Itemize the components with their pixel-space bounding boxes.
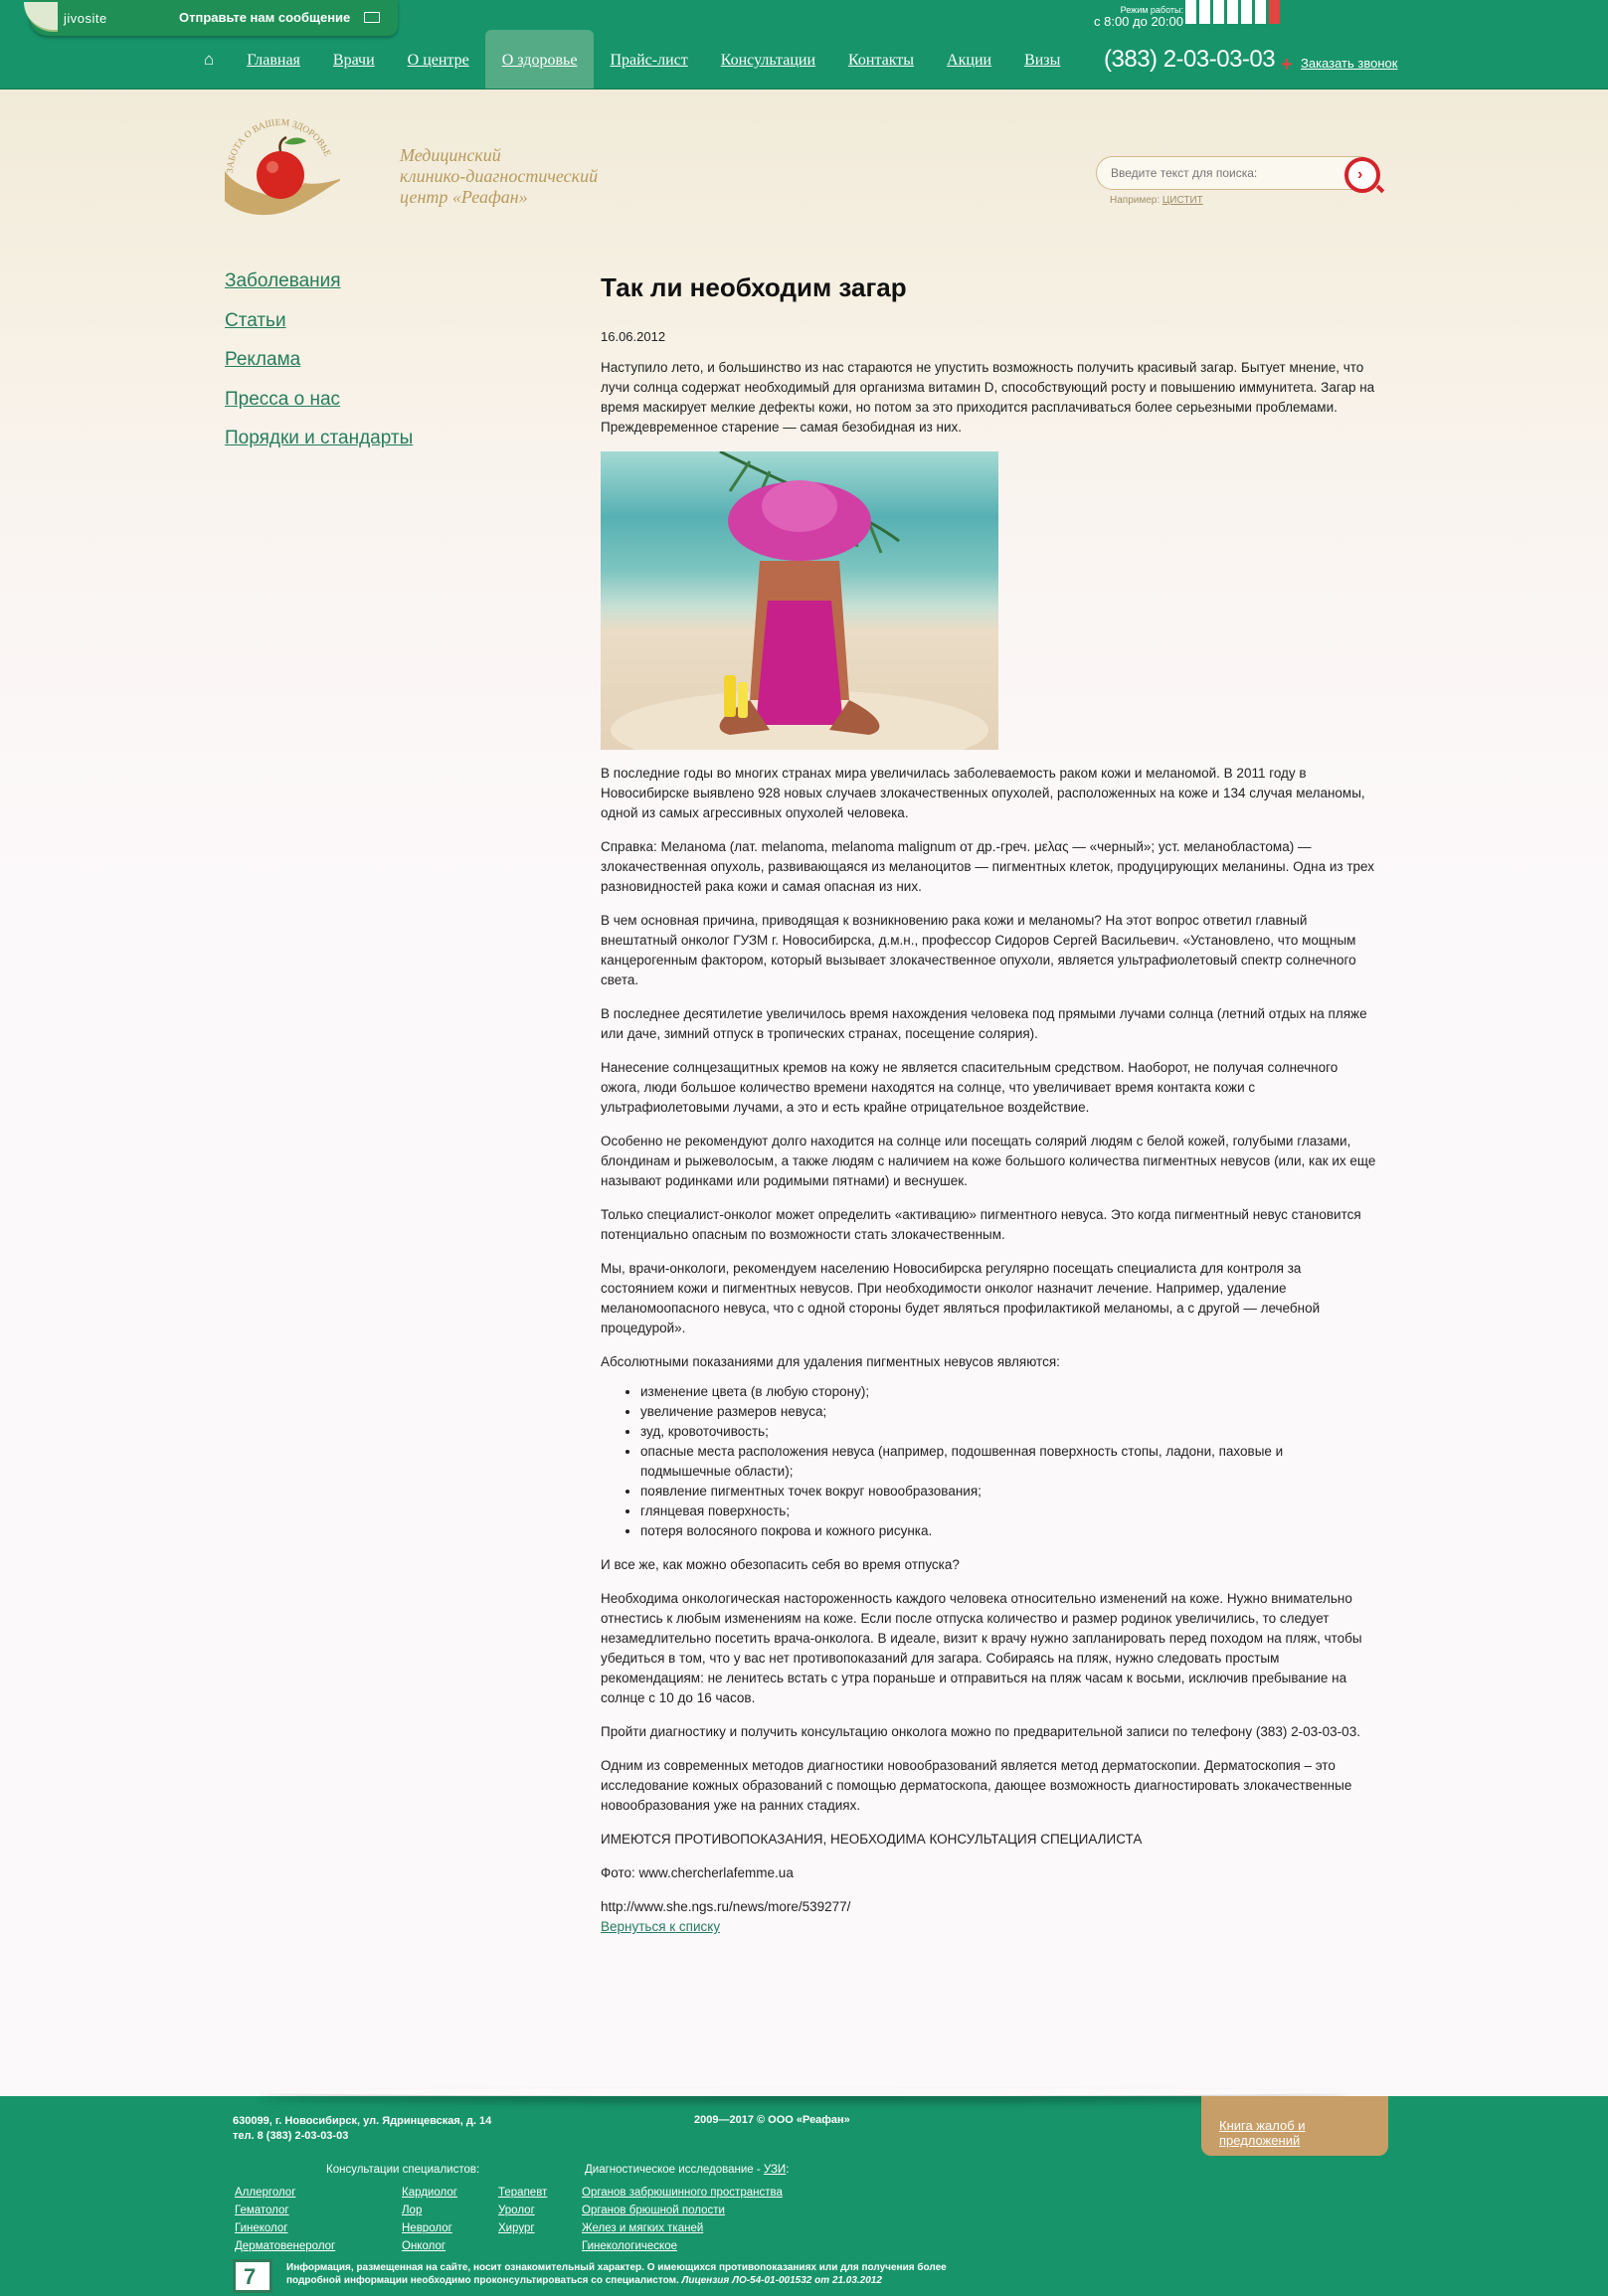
article-paragraph: ИМЕЮТСЯ ПРОТИВОПОКАЗАНИЯ, НЕОБХОДИМА КОНСУЛЬТАЦИЯ СПЕЦИАЛИСТА — [601, 1832, 1143, 1847]
footer-link[interactable]: Кардиолог — [402, 2187, 457, 2199]
nav-item-consultations[interactable]: Консультации — [720, 52, 816, 69]
home-icon[interactable]: ⌂ — [204, 50, 215, 69]
list-item: • зуд, кровоточивость; — [640, 1422, 1376, 1442]
footer-link[interactable]: Органов брюшной полости — [582, 2205, 725, 2216]
sidebar-item-advertising[interactable]: Реклама — [225, 349, 301, 370]
arrow-right-icon: › — [1357, 166, 1363, 183]
info-logo-icon — [233, 2259, 272, 2293]
footer-link[interactable]: Онколог — [402, 2240, 447, 2252]
footer-link[interactable]: Дерматовенеролог — [235, 2240, 336, 2252]
complaints-book-link[interactable]: Книга жалоб и предложений — [1219, 2118, 1306, 2148]
article-paragraph: В последние годы во многих странах мира увеличилась заболеваемость раком кожи и меланомой. В 2011 году в Новосибирске выявлено 928 новых случаев злокачественных опухолей, расположенных на коже и 134 случая меланомы, одной из самых агрессивных опухолей человека. — [601, 766, 1365, 820]
working-days-bars — [1185, 0, 1280, 24]
footer — [0, 2096, 1608, 2296]
ultrasound-link[interactable]: УЗИ — [763, 2164, 787, 2176]
copyright: 2009—2017 © ООО «Реафан» — [694, 2114, 850, 2126]
header-phone: (383) 2-03-03-03 — [1104, 46, 1276, 73]
article-paragraph: Абсолютными показаниями для удаления пигментных невусов являются: — [601, 1354, 1060, 1369]
search-box — [1096, 156, 1376, 190]
disclaimer-line1: Информация, размещенная на сайте, носит ознакомительный характер. О имеющихся противопоказаниях или для получения более — [286, 2262, 947, 2273]
article-paragraph: Мы, врачи-онкологи, рекомендуем населению Новосибирска регулярно посещать специалиста для контроля за состоянием кожи и пигментных невусов. При необходимости онколог назначит лечение. Например, удаление меланомоопасного невуса, что с одной стороны будет являться профилактикой меланомы, а с другой — лечебной процедурой». — [601, 1261, 1321, 1335]
site-logo[interactable] — [221, 113, 340, 236]
disclaimer-text: подробной информации необходимо проконсультироваться со специалистом. — [286, 2275, 679, 2286]
footer-link[interactable]: Гинеколог — [235, 2222, 288, 2234]
sidebar-item-articles[interactable]: Статьи — [225, 309, 286, 331]
article — [601, 272, 1376, 1934]
day-bar — [1199, 0, 1210, 24]
diagnostics-heading-label: Диагностическое исследование - — [585, 2164, 761, 2176]
nav-item-main[interactable]: Главная — [247, 52, 300, 69]
search-example-label: Например: — [1110, 195, 1161, 206]
list-item: • увеличение размеров невуса; — [640, 1402, 1376, 1422]
footer-col-diagnostics — [582, 2184, 783, 2255]
article-paragraph: И все же, как можно обезопасить себя во время отпуска? — [601, 1557, 960, 1572]
article-paragraph: Пройти диагностику и получить консультацию онколога можно по предварительной записи по телефону (383) 2-03-03-03. — [601, 1724, 1360, 1739]
source-url: http://www.she.ngs.ru/news/more/539277/ — [601, 1899, 851, 1914]
footer-col-specialists-3 — [498, 2184, 547, 2237]
list-item: • потеря волосяного покрова и кожного рисунка. — [640, 1521, 1376, 1541]
sidebar-item-diseases[interactable]: Заболевания — [225, 270, 341, 291]
day-bar — [1185, 0, 1196, 24]
article-paragraph: В чем основная причина, приводящая к возникновению рака кожи и меланомы? На этот вопрос ответил главный внештатный онколог ГУЗМ г. Новосибирска, д.м.н., профессор Сидоров Сергей Васильевич. «Установлено, что мощным канцерогенным фактором, который вызывает злокачественное опухоли, является ультрафиолетовый спектр солнечного света. — [601, 913, 1356, 987]
sidebar — [225, 270, 413, 467]
nav-item-contacts[interactable]: Контакты — [848, 52, 915, 69]
indications-list — [640, 1382, 1376, 1541]
day-bar-off — [1269, 0, 1280, 24]
nav-item-doctors[interactable]: Врачи — [332, 52, 375, 69]
article-paragraph: Наступило лето, и большинство из нас стараются не упустить возможность получить красивый загар. Бытует мнение, что лучи солнца содержат необходимый для организма витамин D, способствующий росту и повышению иммунитета. Загар на время маскирует мелкие дефекты кожи, но потом за это приходится расплачиваться более серьезными проблемами. Преждевременное старение — самая безобидная из них. — [601, 360, 1375, 435]
article-paragraph: Только специалист-онколог может определить «активацию» пигментного невуса. Это когда пигментный невус становится потенциально опасным по возможности стать злокачественным. — [601, 1207, 1361, 1242]
callback-link[interactable]: Заказать звонок — [1301, 56, 1398, 71]
footer-col-specialists-2 — [402, 2184, 457, 2255]
footer-col-specialists-1 — [235, 2184, 335, 2255]
day-bar — [1227, 0, 1238, 24]
clinic-name-line3: центр «Реафан» — [400, 187, 528, 207]
nav-item-promos[interactable]: Акции — [947, 52, 992, 69]
article-paragraph: Фото: www.chercherlafemme.ua — [601, 1865, 794, 1880]
consult-heading: Консультации специалистов: — [326, 2164, 480, 2176]
chat-message-label[interactable]: Отправьте нам сообщение — [179, 10, 351, 25]
logo-arc-text: ЗАБОТА О ВАШЕМ ЗДОРОВЬЕ — [225, 117, 332, 174]
article-paragraph: Особенно не рекомендуют долго находится на солнце или посещать солярий людям с белой кожей, голубыми глазами, блондинам и рыжеволосым, а также людям с наличием на коже большого количества пигментных невусов (или, как их еще называют родинками или родимыми пятнами) и веснушек. — [601, 1134, 1376, 1188]
article-photo — [601, 451, 998, 750]
sidebar-item-press[interactable]: Пресса о нас — [225, 388, 341, 410]
working-hours — [1094, 4, 1183, 28]
working-hours-time: с 8:00 до 20:00 — [1094, 14, 1183, 29]
disclaimer-line2 — [286, 2274, 1002, 2287]
day-bar — [1213, 0, 1224, 24]
nav-item-health[interactable]: О здоровье — [485, 30, 595, 89]
nav-item-about[interactable]: О центре — [407, 52, 469, 69]
footer-phone: тел. 8 (383) 2-03-03-03 — [233, 2130, 349, 2142]
footer-link[interactable]: Гематолог — [235, 2205, 289, 2216]
red-cross-icon: + — [1281, 54, 1293, 76]
jivosite-leaf-icon — [24, 2, 58, 32]
footer-link[interactable]: Невролог — [402, 2222, 452, 2234]
footer-link[interactable]: Терапевт — [498, 2187, 548, 2199]
article-paragraph: В последнее десятилетие увеличилось время нахождения человека под прямыми лучами солнца (летний отдых на пляже или даче, зимний отпуск в тропических странах, посещение солярия). — [601, 1006, 1367, 1041]
article-paragraph: Справка: Меланома (лат. melanoma, melanoma malignum от др.-греч. μελας — «черный»; уст. меланобластома) — злокачественная опухоль, развивающаяся из меланоцитов — пигментных клеток, продуцирующих меланины. Одна из трех разновидностей рака кожи и самая опасная из них. — [601, 839, 1375, 894]
footer-link[interactable]: Органов забрюшинного пространства — [582, 2187, 783, 2199]
sidebar-item-standards[interactable]: Порядки и стандарты — [225, 428, 414, 448]
footer-link[interactable]: Гинекологическое — [582, 2240, 677, 2252]
envelope-icon — [364, 12, 380, 23]
license-number: Лицензия ЛО-54-01-001532 от 21.03.2012 — [681, 2275, 882, 2286]
nav-item-visas[interactable]: Визы — [1024, 52, 1061, 69]
nav-item-prices[interactable]: Прайс-лист — [610, 52, 688, 69]
back-to-list-link[interactable]: Вернуться к списку — [601, 1919, 721, 1934]
search-input[interactable] — [1097, 157, 1331, 189]
page-title: Так ли необходим загар — [601, 272, 907, 302]
day-bar — [1241, 0, 1252, 24]
footer-link[interactable]: Аллерголог — [235, 2187, 296, 2199]
jivosite-logo: jivosite — [64, 11, 107, 26]
main-nav — [204, 30, 1093, 89]
clinic-name-line1: Медицинский — [400, 145, 501, 165]
day-bar — [1255, 0, 1266, 24]
search-button[interactable] — [1344, 157, 1380, 193]
footer-link[interactable]: Лор — [402, 2205, 423, 2216]
disclaimer — [286, 2261, 1002, 2287]
footer-address — [233, 2114, 491, 2144]
article-paragraph: Одним из современных методов диагностики новообразований является метод дерматоскопии. Дерматоскопия – это исследование кожных образований с помощью дерматоскопа, дающее возможность диагностировать злокачественные новообразования уже на ранних стадиях. — [601, 1758, 1352, 1813]
address-line: 630099, г. Новосибирск, ул. Ядринцевская, д. 14 — [233, 2115, 492, 2127]
list-item: • глянцевая поверхность; — [640, 1501, 1376, 1521]
top-bar — [0, 0, 1608, 89]
clinic-name-line2: клинико-диагностический — [400, 166, 599, 186]
article-paragraph: Необходима онкологическая настороженность каждого человека относительно изменений на коже. Нужно внимательно отнестись к любым изменениям на коже. Если после отпуска количество и размер родинок увеличились, то следует незамедлительно посетить врача-онколога. В идеале, визит к врачу нужно запланировать перед походом на пляж, чтобы убедиться в том, что у вас нет противопоказаний для загара. Собираясь на пляж, нужно следовать простым рекомендациям: не ленитесь встать с утра пораньше и отправиться на пляж часам к восьми, исключив пребывание на солнце с 10 до 16 часов. — [601, 1591, 1362, 1705]
search-example-link[interactable]: ЦИСТИТ — [1161, 195, 1203, 206]
search-example — [1110, 195, 1203, 206]
list-item: • опасные места расположения невуса (например, подошвенная поверхность стопы, ладони, паховые и подмышечные области); — [640, 1442, 1376, 1482]
footer-link[interactable]: Уролог — [498, 2205, 535, 2216]
article-date: 16.06.2012 — [601, 329, 666, 344]
footer-link[interactable]: Желез и мягких тканей — [582, 2222, 704, 2234]
list-item: • появление пигментных точек вокруг новообразования; — [640, 1482, 1376, 1501]
footer-link[interactable]: Хирург — [498, 2222, 535, 2234]
clinic-name — [400, 145, 598, 208]
diagnostics-heading: Диагностическое исследование - УЗИ: — [585, 2164, 790, 2176]
article-paragraph: Нанесение солнцезащитных кремов на кожу не является спасительным средством. Наоборот, не получая солнечного ожога, люди большое количество времени находятся на солнце, что увеличивает время контакта кожи с ультрафиолетовыми лучами, а это и есть крайне отрицательное воздействие. — [601, 1060, 1339, 1115]
working-hours-label: Режим работы: — [1120, 5, 1183, 15]
complaints-book — [1201, 2096, 1388, 2156]
list-item: • изменение цвета (в любую сторону); — [640, 1382, 1376, 1402]
